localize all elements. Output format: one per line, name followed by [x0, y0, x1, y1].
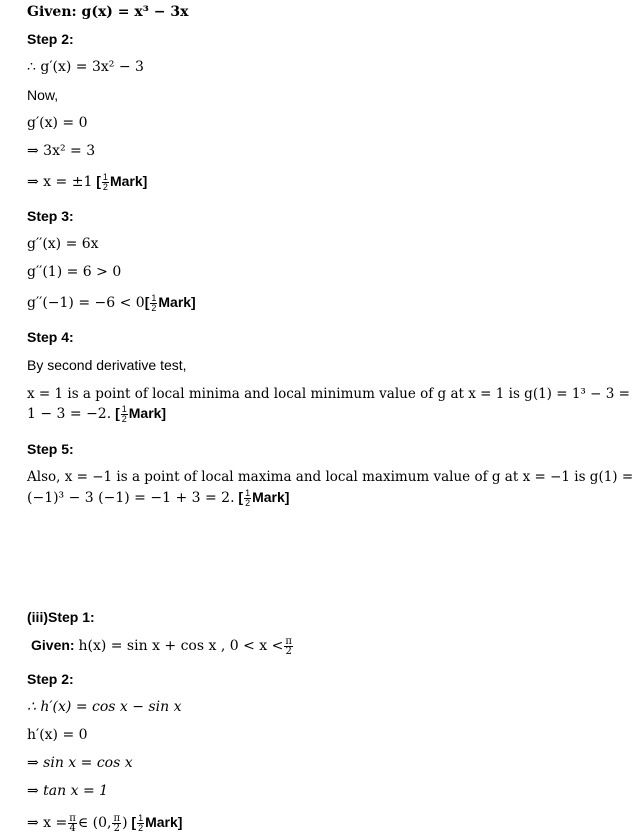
mark-label: Mark] [252, 489, 290, 505]
given-h-label: Given: [31, 637, 75, 653]
mark-label: Mark] [109, 173, 148, 189]
mark-open: [ [115, 405, 120, 421]
maxima-line-2 [27, 488, 289, 508]
gdouble-line: g′′(x) = 6x [27, 236, 99, 252]
hprime-line: ∴ h′(x) = cos x − sin x [27, 699, 182, 715]
hprime-zero-line: h′(x) = 0 [27, 727, 88, 743]
step3-heading: Step 3: [27, 208, 74, 224]
mark-label: Mark] [145, 814, 183, 830]
step4-heading: Step 4: [27, 329, 74, 345]
now-line: Now, [27, 87, 59, 103]
gdouble-m1-line [27, 293, 196, 313]
second-test-line: By second derivative test, [27, 357, 187, 373]
gdouble-m1-math: g′′(−1) = −6 < 0 [27, 295, 145, 311]
half-fraction: $\frac{1}{2}$ [102, 171, 108, 192]
given-h-line [31, 636, 294, 656]
mark-open: [ [238, 489, 244, 505]
x-pm1-line [27, 172, 147, 192]
minima-line-2 [27, 404, 166, 424]
half-fraction: $\frac{1}{2}$ [151, 292, 157, 313]
threex2-line: ⇒ 3x² = 3 [27, 143, 96, 159]
pi-over-4-fraction: $\frac{\pi}{4}$ [69, 812, 76, 834]
half-fraction: $\frac{1}{2}$ [245, 487, 251, 508]
in-interval: ∈ (0, [77, 815, 112, 831]
maxima-line-1: Also, x = −1 is a point of local maxima and local maximum value of g at x = −1 is g(1) = [27, 469, 633, 485]
minima-math-2: 1 − 3 = −2. [27, 406, 112, 422]
x-pm1-math: ⇒ x = ±1 [27, 174, 93, 190]
half-fraction: $\frac{1}{2}$ [138, 812, 144, 833]
given-g-line: Given: g(x) = x³ − 3x [27, 4, 189, 20]
part3-step1-heading: (iii)Step 1: [27, 609, 95, 625]
maxima-math-2: (−1)³ − 3 (−1) = −1 + 3 = 2. [27, 490, 235, 506]
minima-line-1: x = 1 is a point of local minima and local minimum value of g at x = 1 is g(1) = 1³ − 3 = [27, 386, 630, 402]
mark-open: [ [131, 814, 137, 830]
mark-label: Mark] [128, 405, 167, 421]
gdouble-1-line: g′′(1) = 6 > 0 [27, 264, 122, 280]
mark-open: [ [144, 294, 150, 310]
given-h-math: h(x) = sin x + cos x , 0 < x < [78, 638, 284, 654]
x-pi4-line [27, 813, 182, 833]
x-pi4-math: ⇒ x = [27, 815, 68, 831]
gprime-zero-line: g′(x) = 0 [27, 115, 88, 131]
pi-over-2-fraction: $\frac{\pi}{2}$ [285, 635, 292, 657]
sin-cos-line: ⇒ sin x = cos x [27, 755, 133, 771]
tan-line: ⇒ tan x = 1 [27, 783, 109, 799]
step5-heading: Step 5: [27, 441, 74, 457]
mark-open: [ [96, 173, 101, 189]
step2b-heading: Step 2: [27, 671, 74, 687]
mark-label: Mark] [158, 294, 196, 310]
pi-over-2-fraction: $\frac{\pi}{2}$ [113, 812, 121, 834]
step2-heading: Step 2: [27, 31, 74, 47]
half-fraction: $\frac{1}{2}$ [121, 403, 127, 424]
interval-close: ) [122, 815, 128, 831]
gprime-line: ∴ g′(x) = 3x² − 3 [27, 59, 144, 75]
